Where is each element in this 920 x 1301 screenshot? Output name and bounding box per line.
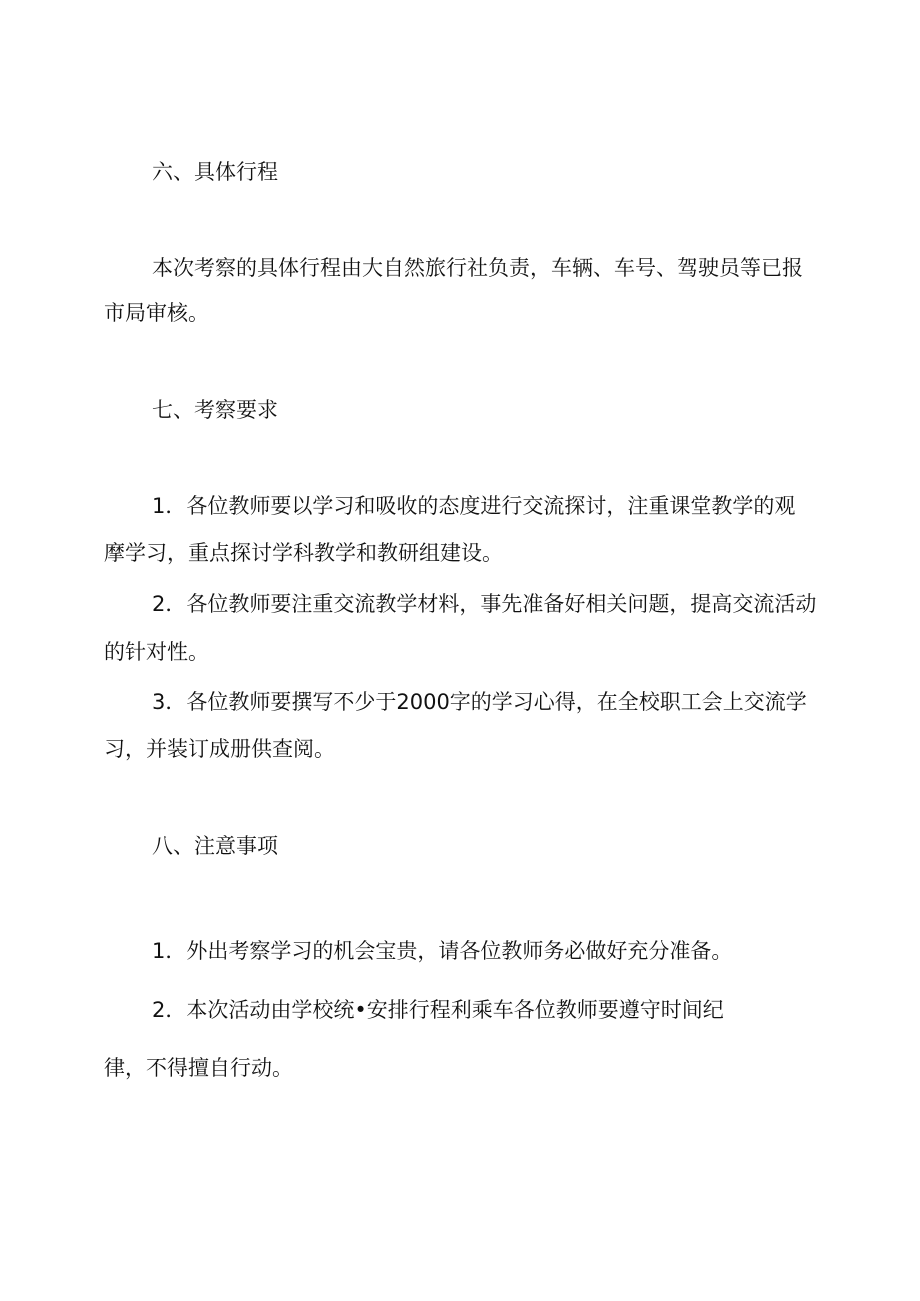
list-item-line: 2．本次活动由学校统•安排行程利乘车各位教师要遵守时间纪 <box>152 998 724 1022</box>
list-item-line: 摩学习，重点探讨学科教学和教研组建设。 <box>104 541 503 565</box>
list-item-line: 3．各位教师要撰写不少于2000字的学习心得，在全校职工会上交流学 <box>152 690 807 714</box>
paragraph-line: 市局审核。 <box>104 301 209 325</box>
list-item-line: 1．外出考察学习的机会宝贵，请各位教师务必做好充分准备。 <box>152 939 733 963</box>
list-item-line: 习，并装订成册供查阅。 <box>104 737 335 761</box>
section-heading-requirements: 七、考察要求 <box>152 398 278 422</box>
list-item-line: 2．各位教师要注重交流教学材料，事先准备好相关问题，提高交流活动 <box>152 592 817 616</box>
list-item-line: 的针对性。 <box>104 640 209 664</box>
section-heading-notes: 八、注意事项 <box>152 834 278 858</box>
section-heading-itinerary: 六、具体行程 <box>152 160 278 184</box>
list-item-line: 律，不得擅自行动。 <box>104 1056 293 1080</box>
list-item-line: 1．各位教师要以学习和吸收的态度进行交流探讨，注重课堂教学的观 <box>152 494 796 518</box>
paragraph-line: 本次考察的具体行程由大自然旅行社负责，车辆、车号、驾驶员等已报 <box>152 256 803 280</box>
